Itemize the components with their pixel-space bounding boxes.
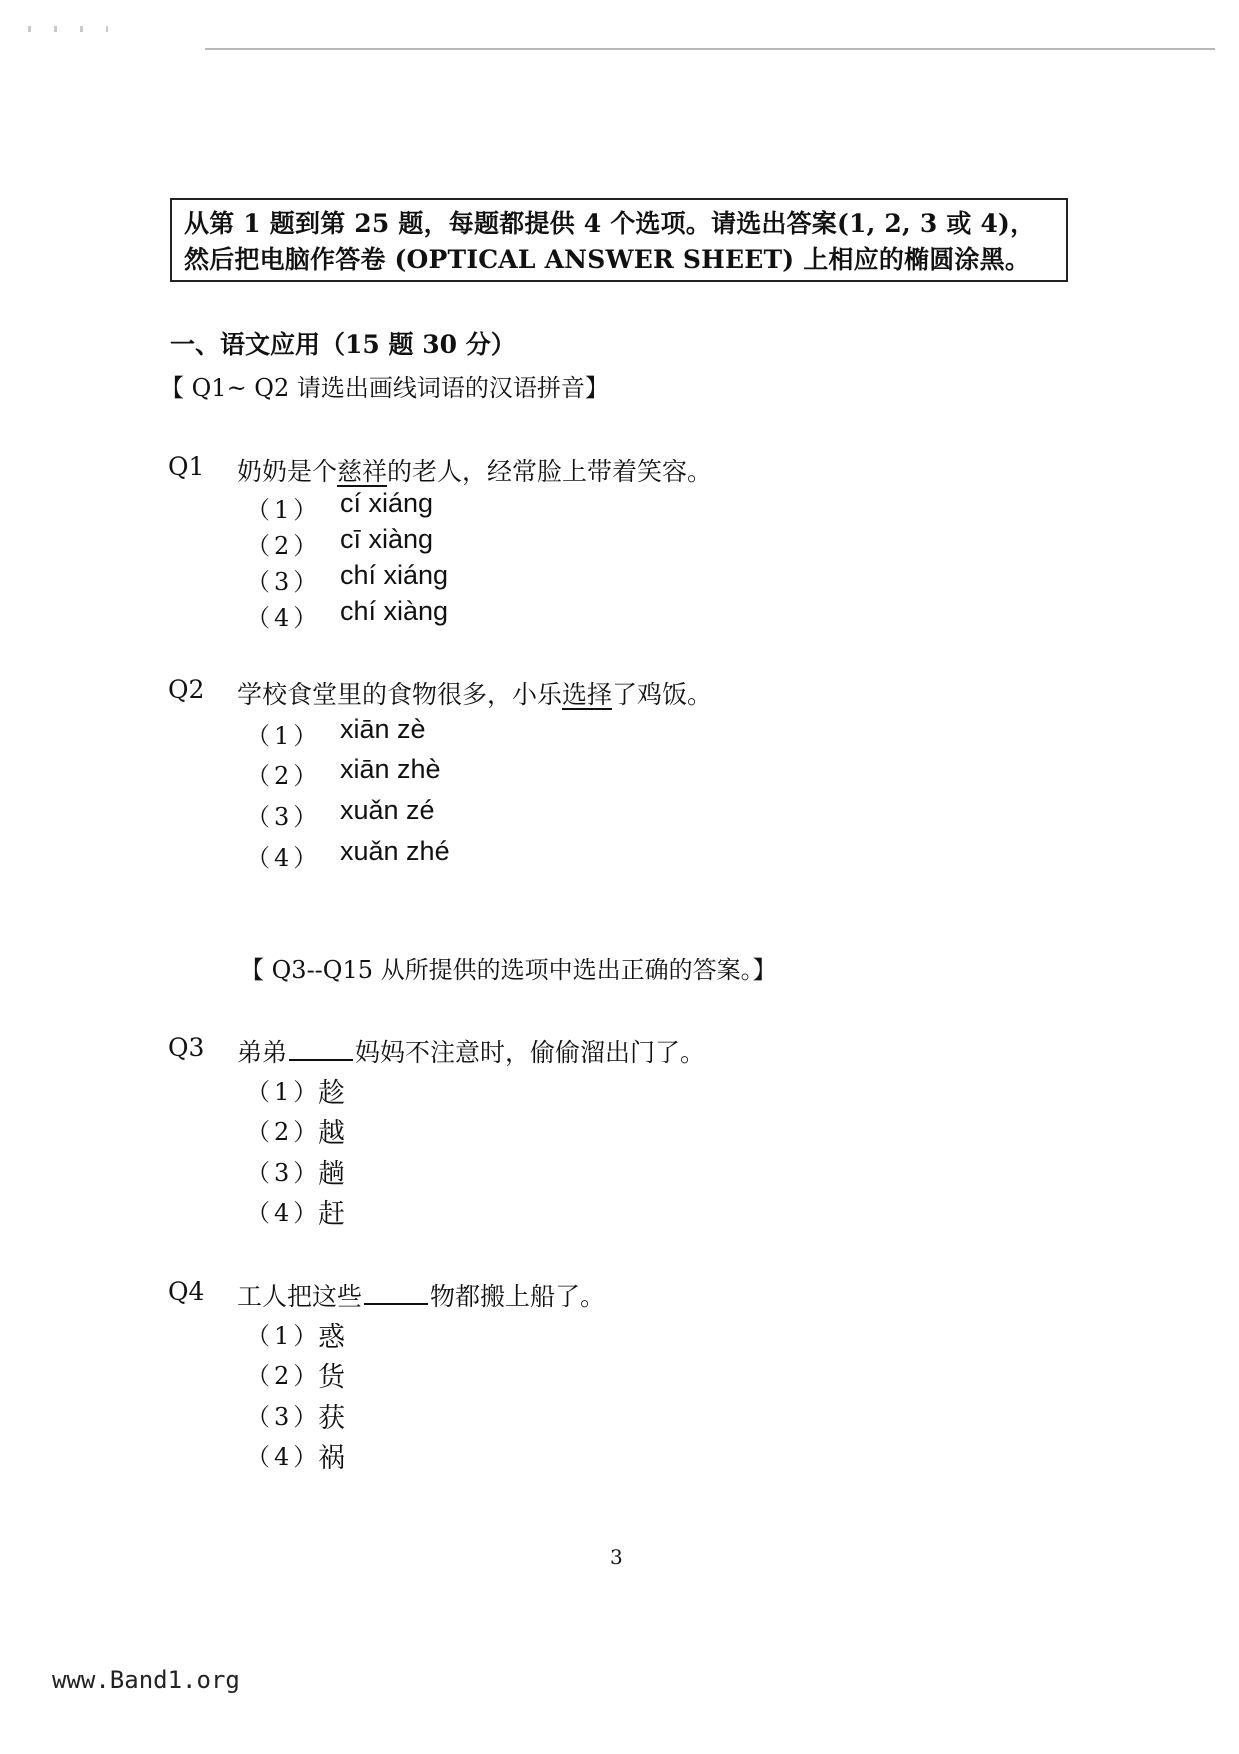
question-text-after: 妈妈不注意时，偷偷溜出门了。: [355, 1038, 706, 1067]
underlined-word: 选择: [562, 680, 613, 709]
option-text: xiān zhè: [340, 754, 441, 784]
option-text: 祸: [318, 1443, 345, 1474]
option-text: xiān zè: [340, 714, 426, 744]
option-text: 趁: [318, 1078, 345, 1109]
question-text: [237, 1033, 705, 1069]
option-text: 获: [318, 1403, 345, 1434]
option-number: （3）: [246, 1159, 322, 1187]
option-text: cī xiàng: [340, 524, 434, 554]
scan-artifact: [28, 26, 108, 32]
option-text: xuǎn zhé: [340, 836, 450, 866]
answer-blank: [364, 1283, 428, 1305]
question-text-before: 奶奶是个: [237, 457, 338, 486]
question-text-after: 物都搬上船了。: [430, 1282, 606, 1311]
option-number: （4）: [246, 1199, 322, 1227]
question-number: Q2: [168, 675, 205, 704]
question-text-before: 工人把这些: [237, 1282, 363, 1311]
option-text: 赶: [318, 1199, 345, 1230]
group-note-q3-q15: 【 Q3--Q15 从所提供的选项中选出正确的答案。】: [240, 956, 777, 984]
option-number: （2）: [246, 1118, 322, 1146]
group-note-q1-q2: 【 Q1~ Q2 请选出画线词语的汉语拼音】: [160, 374, 609, 402]
option-number: （4）: [246, 844, 322, 872]
option-number: （1）: [246, 722, 322, 750]
option-number: （1）: [246, 496, 322, 524]
option-number: （4）: [246, 604, 322, 632]
option-text: 越: [318, 1118, 345, 1149]
question-number: Q3: [168, 1033, 205, 1062]
option-number: （3）: [246, 568, 322, 596]
underlined-word: 慈祥: [337, 457, 388, 486]
option-number: （2）: [246, 532, 322, 560]
option-text: 货: [318, 1362, 345, 1393]
watermark-link[interactable]: www.Band1.org: [52, 1666, 240, 1694]
instruction-box: [170, 198, 1068, 282]
question-text-after: 的老人，经常脸上带着笑容。: [387, 457, 713, 486]
question-text: [237, 675, 712, 711]
option-number: （2）: [246, 762, 322, 790]
question-text-before: 学校食堂里的食物很多，小乐: [237, 680, 563, 709]
question-text: [237, 1277, 605, 1313]
question-text: [237, 452, 712, 488]
option-number: （2）: [246, 1362, 322, 1390]
option-number: （3）: [246, 803, 322, 831]
option-number: （4）: [246, 1443, 322, 1471]
question-number: Q4: [168, 1277, 205, 1306]
question-number: Q1: [168, 452, 205, 481]
section-heading: 一、语文应用（15 题 30 分）: [170, 330, 516, 359]
option-text: 趟: [318, 1159, 345, 1190]
option-number: （1）: [246, 1078, 322, 1106]
answer-blank: [289, 1039, 353, 1061]
question-text-before: 弟弟: [237, 1038, 288, 1067]
option-text: 惑: [318, 1322, 345, 1353]
page-number: 3: [610, 1545, 623, 1569]
question-text-after: 了鸡饭。: [612, 680, 713, 709]
option-text: chí xiàng: [340, 596, 449, 626]
option-number: （3）: [246, 1403, 322, 1431]
option-number: （1）: [246, 1322, 322, 1350]
option-text: cí xiáng: [340, 488, 434, 518]
instruction-line-2: 然后把电脑作答卷 (OPTICAL ANSWER SHEET) 上相应的椭圆涂黑。: [184, 245, 1031, 274]
option-text: chí xiáng: [340, 560, 449, 590]
instruction-line-1: 从第 1 题到第 25 题，每题都提供 4 个选项。请选出答案(1, 2, 3 或 4)，: [184, 209, 1036, 238]
option-text: xuǎn zé: [340, 795, 435, 825]
scan-top-rule: [205, 48, 1215, 50]
